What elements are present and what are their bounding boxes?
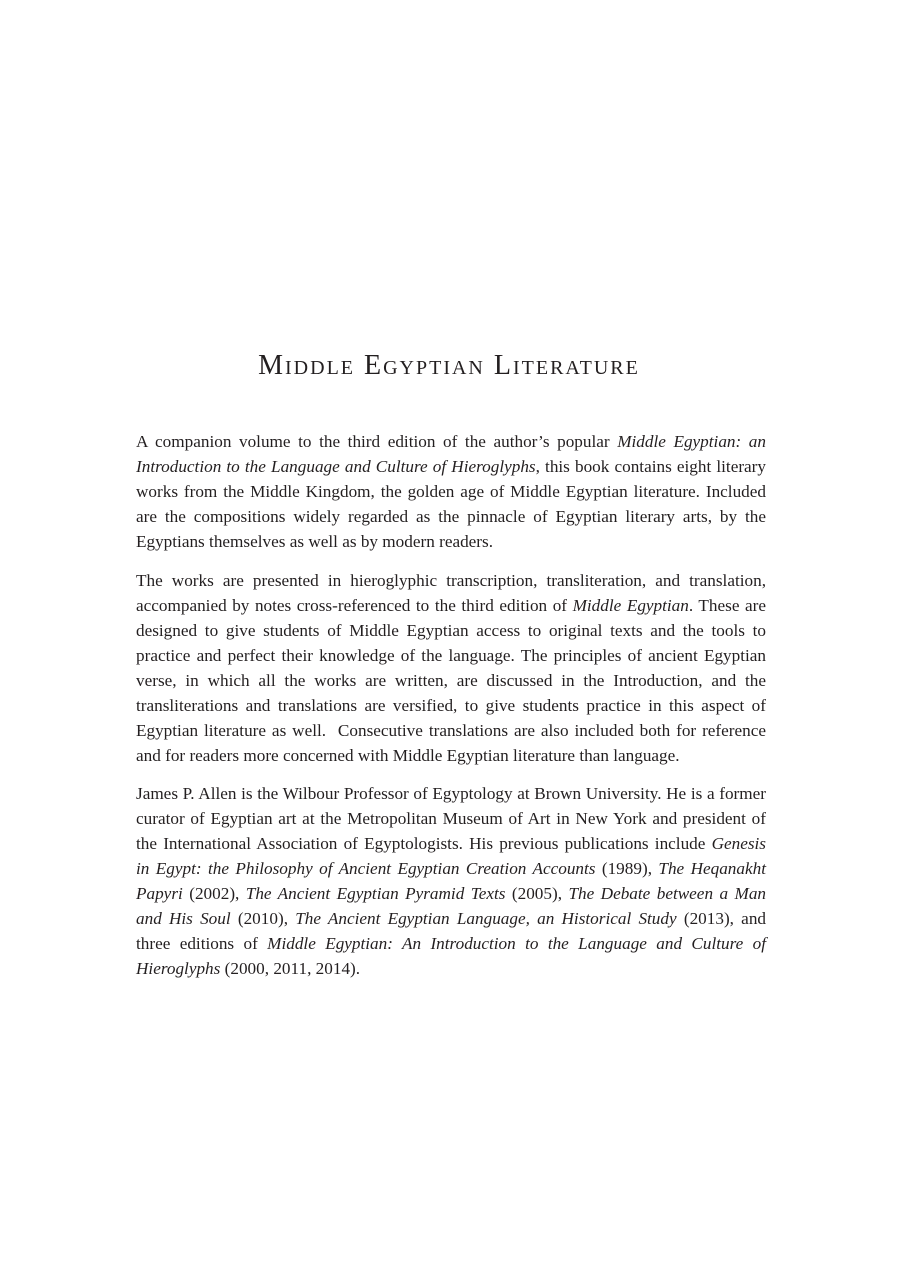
book-title-italic: The Heqanakht Papyri xyxy=(136,859,766,903)
text-segment: (2002), xyxy=(182,884,246,903)
text-segment: (2000, 2011, 2014). xyxy=(220,959,361,978)
book-title-italic: Middle Egyptian: An Introduction to the Language and Culture of Hieroglyphs xyxy=(136,934,767,978)
text-segment: (1989), xyxy=(595,859,659,878)
book-title-italic: Middle Egyptian xyxy=(572,595,689,615)
text-segment: James P. Allen is the Wilbour Professor of Egyptology at Brown University. He is a former curator of Egyptian art at the Metropolitan Museum of Art in New York and president of the International Association of Egyptologists. His previous publications include xyxy=(136,784,766,853)
text-segment: A companion volume to the third edition of the author’s popular xyxy=(136,432,618,451)
paragraph-1 xyxy=(136,429,766,554)
book-title-italic: Genesis in Egypt: the Philosophy of Ancient Egyptian Creation Accounts xyxy=(136,834,766,878)
book-title-italic: The Debate between a Man and His Soul xyxy=(136,884,767,928)
text-segment: . These are designed to give students of Middle Egyptian access to original texts and the tools to practice and perfect their knowledge of the language. The principles of ancient Egyptian verse, in which all the works are written, are discussed in the Introduction, and the transliterations and translations are versified, to give students practice in this aspect of Egyptian literature as well. Consecutive translations are also included both for reference and for readers more concerned with Middle Egyptian literature than language. xyxy=(136,595,766,765)
page-title: Middle Egyptian Literature xyxy=(258,350,640,381)
text-segment: (2005), xyxy=(505,884,569,903)
text-segment: (2010), xyxy=(230,909,296,928)
text-segment: (2013), and three editions of xyxy=(136,909,767,953)
body-text xyxy=(136,429,766,995)
text-segment: , this book contains eight literary works from the Middle Kingdom, the golden age of Middle Egyptian literature. Included are the compositions widely regarded as the pinnacle of Egyptian literary arts, by the Egyptians themselves as well as by modern readers. xyxy=(136,457,766,551)
book-title-italic: Middle Egyptian: an Introduction to the Language and Culture of Hieroglyphs xyxy=(136,432,766,476)
book-title-italic: The Ancient Egyptian Language, an Historical Study xyxy=(295,909,677,928)
text-segment: The works are presented in hieroglyphic transcription, transliteration, and translation, accompanied by notes cross-referenced to the third edition of xyxy=(136,570,766,615)
paragraph-3 xyxy=(136,781,766,981)
paragraph-2 xyxy=(136,568,766,768)
book-title-italic: The Ancient Egyptian Pyramid Texts xyxy=(245,884,506,903)
